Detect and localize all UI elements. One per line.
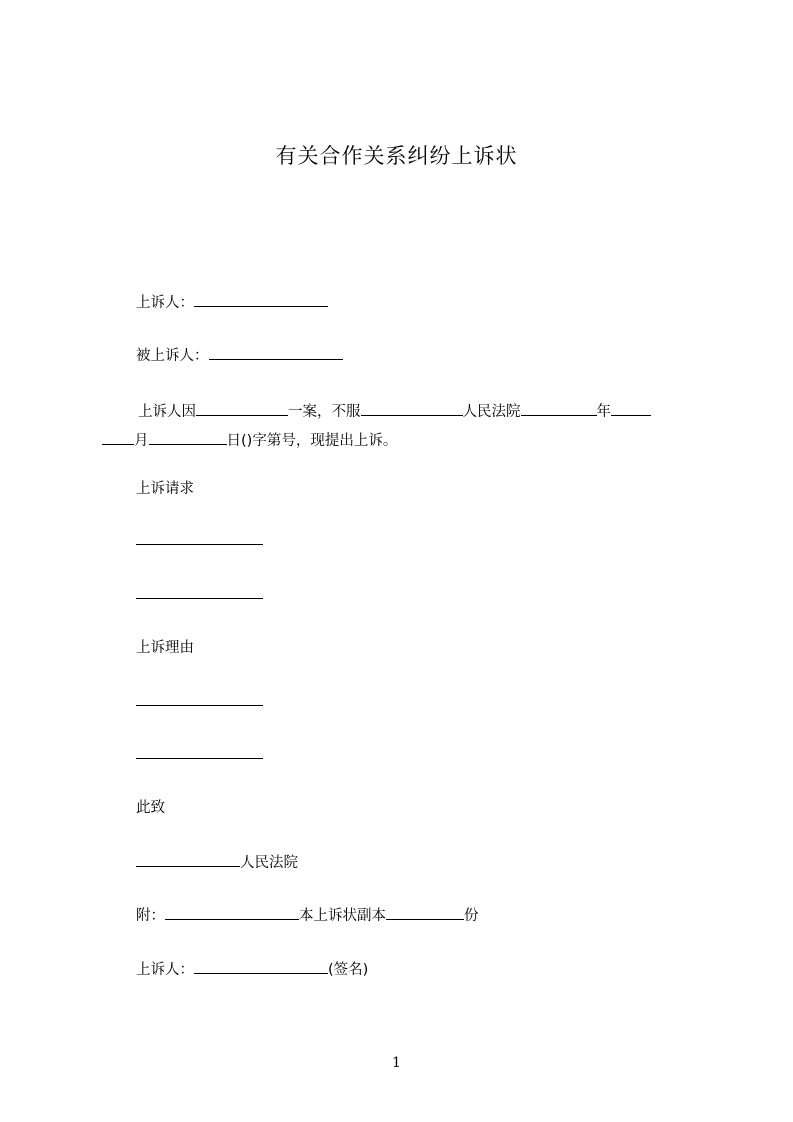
request-line-1 bbox=[136, 529, 263, 551]
sign-suffix: (签名) bbox=[328, 962, 369, 978]
request-line-2 bbox=[136, 583, 263, 605]
appellant-blank[interactable] bbox=[194, 291, 328, 307]
request-blank-1[interactable] bbox=[136, 529, 263, 545]
copies-blank[interactable] bbox=[386, 904, 464, 920]
sign-blank[interactable] bbox=[194, 958, 328, 974]
attachment-middle: 本上诉状副本 bbox=[299, 908, 386, 924]
court-blank[interactable] bbox=[361, 400, 463, 416]
reason-heading: 上诉理由 bbox=[136, 640, 194, 656]
reason-line-1 bbox=[136, 690, 263, 712]
year-blank[interactable] bbox=[521, 400, 597, 416]
case-text-3: 人民法院 bbox=[462, 404, 521, 420]
case-text-1: 上诉人因 bbox=[138, 404, 196, 420]
attachment-blank[interactable] bbox=[165, 904, 299, 920]
attachment-line bbox=[136, 904, 479, 926]
court-line bbox=[136, 851, 298, 873]
request-blank-2[interactable] bbox=[136, 583, 263, 599]
reason-blank-1[interactable] bbox=[136, 690, 263, 706]
request-heading: 上诉请求 bbox=[136, 481, 194, 497]
case-text-2: 一案，不服 bbox=[288, 404, 361, 420]
appellee-label: 被上诉人： bbox=[136, 348, 209, 364]
page-number: 1 bbox=[392, 1055, 401, 1071]
appellee-line bbox=[136, 344, 343, 366]
sign-label: 上诉人： bbox=[136, 962, 194, 978]
court-name-blank[interactable] bbox=[136, 851, 240, 867]
reason-line-2 bbox=[136, 743, 263, 765]
month-blank-b[interactable] bbox=[102, 429, 134, 445]
sign-line bbox=[136, 958, 368, 980]
reason-blank-2[interactable] bbox=[136, 743, 263, 759]
document-title: 有关合作关系纠纷上诉状 bbox=[275, 144, 518, 168]
attachment-suffix: 份 bbox=[464, 908, 479, 924]
closing: 此致 bbox=[136, 800, 165, 816]
appellant-label: 上诉人： bbox=[136, 295, 194, 311]
case-name-blank[interactable] bbox=[196, 400, 288, 416]
day-blank[interactable] bbox=[149, 429, 227, 445]
month-blank-a[interactable] bbox=[611, 400, 651, 416]
case-text-4: 年 bbox=[596, 404, 611, 420]
case-text-5: 月 bbox=[134, 433, 149, 449]
case-paragraph bbox=[136, 398, 701, 456]
appellant-line bbox=[136, 291, 328, 313]
court-suffix: 人民法院 bbox=[240, 855, 298, 871]
case-text-6: 日()字第号，现提出上诉。 bbox=[226, 433, 398, 449]
appellee-blank[interactable] bbox=[209, 344, 343, 360]
attachment-label: 附： bbox=[136, 908, 165, 924]
